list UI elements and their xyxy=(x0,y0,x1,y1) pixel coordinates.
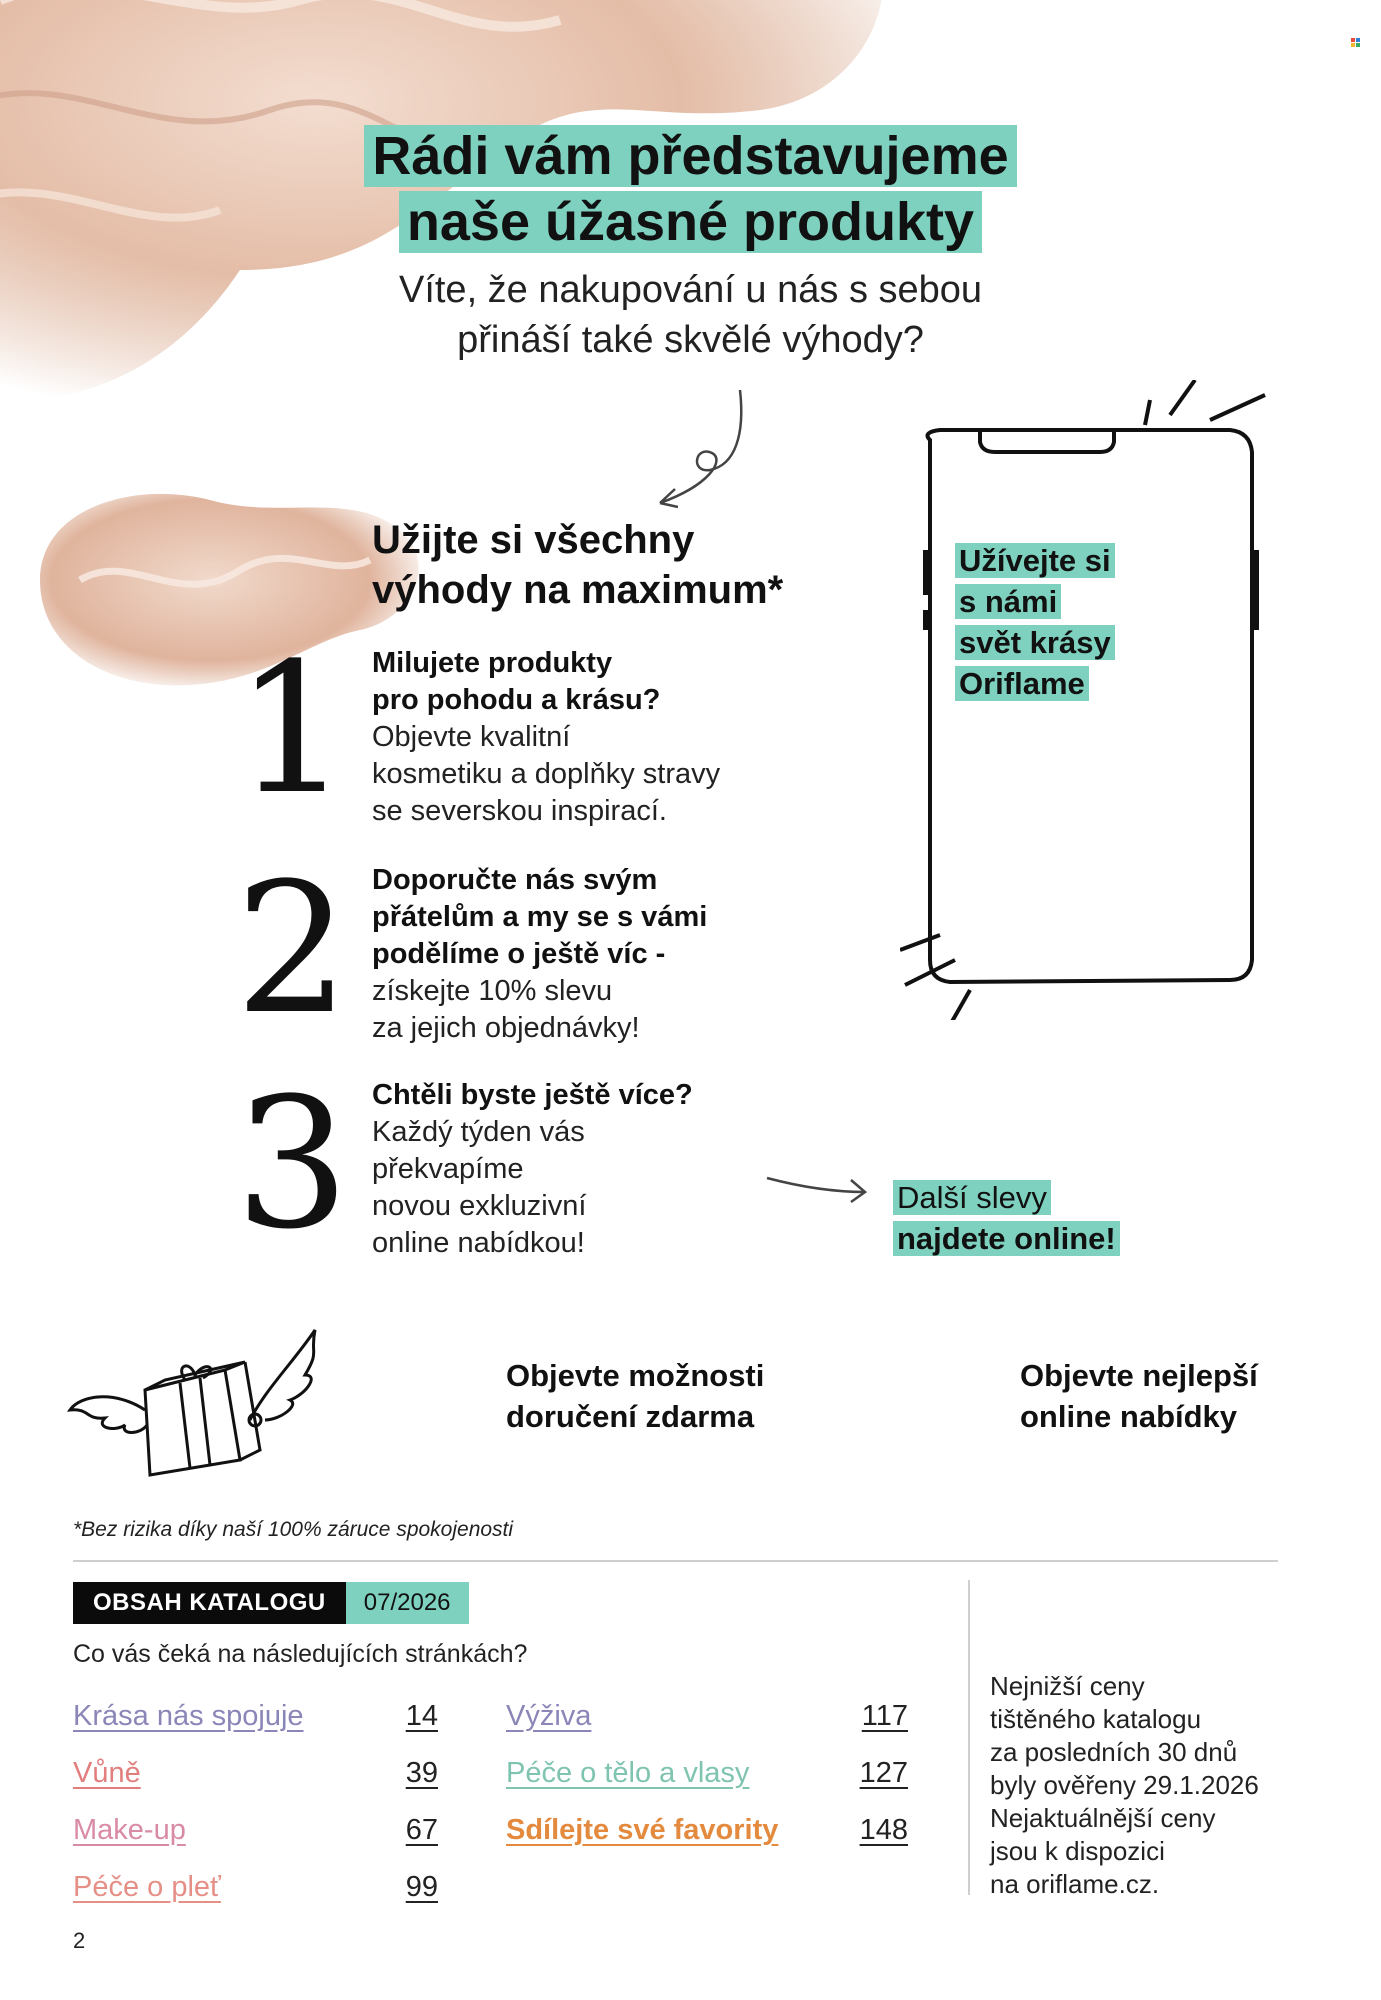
phone-text-line: s námi xyxy=(955,584,1061,619)
step-text: online nabídkou! xyxy=(372,1227,585,1259)
step-text: za jejich objednávky! xyxy=(372,1012,640,1044)
toc-page-number[interactable]: 14 xyxy=(405,1700,438,1732)
online-callout-line: Další slevy xyxy=(893,1180,1051,1215)
benefits-title-line: Užijte si všechny xyxy=(372,518,695,562)
phone-text-line: Oriflame xyxy=(955,666,1089,701)
best-offer-text-line: online nabídky xyxy=(1020,1399,1238,1434)
winged-gift-icon xyxy=(65,1300,335,1480)
hero-title xyxy=(0,125,1381,257)
hero-subtitle-line: Víte, že nakupování u nás s sebou xyxy=(398,269,983,311)
step-text-bold: Chtěli byste ještě více? xyxy=(372,1079,693,1111)
price-note xyxy=(990,1670,1280,1901)
toc-link-beauty[interactable]: Krása nás spojuje xyxy=(73,1700,304,1732)
toc-page-number[interactable]: 127 xyxy=(859,1757,908,1789)
step-text-bold: Milujete produkty xyxy=(372,647,613,679)
step-1-text xyxy=(372,645,720,830)
hero-subtitle-line: přináší také skvělé výhody? xyxy=(457,319,924,361)
step-number: 2 xyxy=(235,845,350,1054)
toc-page-number[interactable]: 39 xyxy=(405,1757,438,1789)
price-note-line: na oriflame.cz. xyxy=(990,1869,1160,1899)
toc-link-skincare[interactable]: Péče o pleť xyxy=(73,1871,221,1903)
toc-link-share-favorites[interactable]: Sdílejte své favority xyxy=(506,1814,779,1846)
step-text-bold: Doporučte nás svým xyxy=(372,864,658,896)
delivery-text-line: Objevte možnosti xyxy=(506,1358,765,1393)
phone-text-line: svět krásy xyxy=(955,625,1115,660)
price-note-line: Nejaktuálnější ceny xyxy=(990,1803,1216,1833)
toc-issue: 07/2026 xyxy=(346,1582,469,1624)
delivery-text-line: doručení zdarma xyxy=(506,1399,755,1434)
toc-page-number[interactable]: 99 xyxy=(405,1871,438,1903)
hero-subtitle xyxy=(0,265,1381,365)
step-text: Každý týden vás xyxy=(372,1116,585,1148)
curly-arrow-icon xyxy=(640,385,760,515)
step-text: kosmetiku a doplňky stravy xyxy=(372,758,721,790)
price-note-line: Nejnižší ceny xyxy=(990,1671,1145,1701)
benefits-title-line: výhody na maximum* xyxy=(372,568,784,612)
price-note-line: za posledních 30 dnů xyxy=(990,1737,1238,1767)
toc-badge xyxy=(73,1582,469,1624)
free-delivery-text xyxy=(506,1355,764,1437)
step-2-text xyxy=(372,862,707,1047)
online-callout-line: najdete online! xyxy=(893,1221,1120,1256)
step-text-bold: přátelům a my se s vámi xyxy=(372,901,708,933)
price-note-line: tištěného katalogu xyxy=(990,1704,1202,1734)
toc-page-number[interactable]: 67 xyxy=(405,1814,438,1846)
hero-title-line: naše úžasné produkty xyxy=(399,191,982,253)
footnote: *Bez rizika díky naší 100% záruce spokojenosti xyxy=(73,1518,514,1541)
toc-label: OBSAH KATALOGU xyxy=(73,1582,346,1624)
benefits-title xyxy=(372,515,783,615)
brand-mark-icon xyxy=(1351,38,1361,48)
best-offer-text-line: Objevte nejlepší xyxy=(1020,1358,1258,1393)
online-discounts-callout xyxy=(893,1177,1120,1259)
hero-title-line: Rádi vám představujeme xyxy=(364,125,1016,187)
step-text: se severskou inspirací. xyxy=(372,795,667,827)
toc-page-number[interactable]: 117 xyxy=(861,1700,908,1732)
step-text: překvapíme xyxy=(372,1153,524,1185)
step-3-text xyxy=(372,1077,693,1262)
toc-page-number[interactable]: 148 xyxy=(859,1814,908,1846)
step-text-bold: podělíme o ještě víc - xyxy=(372,938,666,970)
step-text: novou exkluzivní xyxy=(372,1190,587,1222)
step-text: získejte 10% slevu xyxy=(372,975,613,1007)
divider xyxy=(73,1560,1278,1562)
step-text: Objevte kvalitní xyxy=(372,721,571,753)
step-number: 3 xyxy=(235,1060,350,1269)
step-number: 1 xyxy=(235,625,350,834)
phone-text-line: Užívejte si xyxy=(955,543,1115,578)
page-number: 2 xyxy=(73,1928,86,1953)
price-note-line: byly ověřeny 29.1.2026 xyxy=(990,1770,1259,1800)
toc-link-nutrition[interactable]: Výživa xyxy=(506,1700,592,1732)
phone-screen-text xyxy=(955,540,1115,704)
step-text-bold: pro pohodu a krásu? xyxy=(372,684,661,716)
toc-link-body-hair[interactable]: Péče o tělo a vlasy xyxy=(506,1757,750,1789)
price-note-line: jsou k dispozici xyxy=(990,1836,1165,1866)
arrow-right-icon xyxy=(765,1170,875,1210)
toc-link-fragrance[interactable]: Vůně xyxy=(73,1757,141,1789)
toc-question: Co vás čeká na následujících stránkách? xyxy=(73,1640,528,1668)
toc-link-makeup[interactable]: Make-up xyxy=(73,1814,186,1846)
vertical-divider xyxy=(968,1580,970,1895)
best-online-offer-text xyxy=(1020,1355,1258,1437)
